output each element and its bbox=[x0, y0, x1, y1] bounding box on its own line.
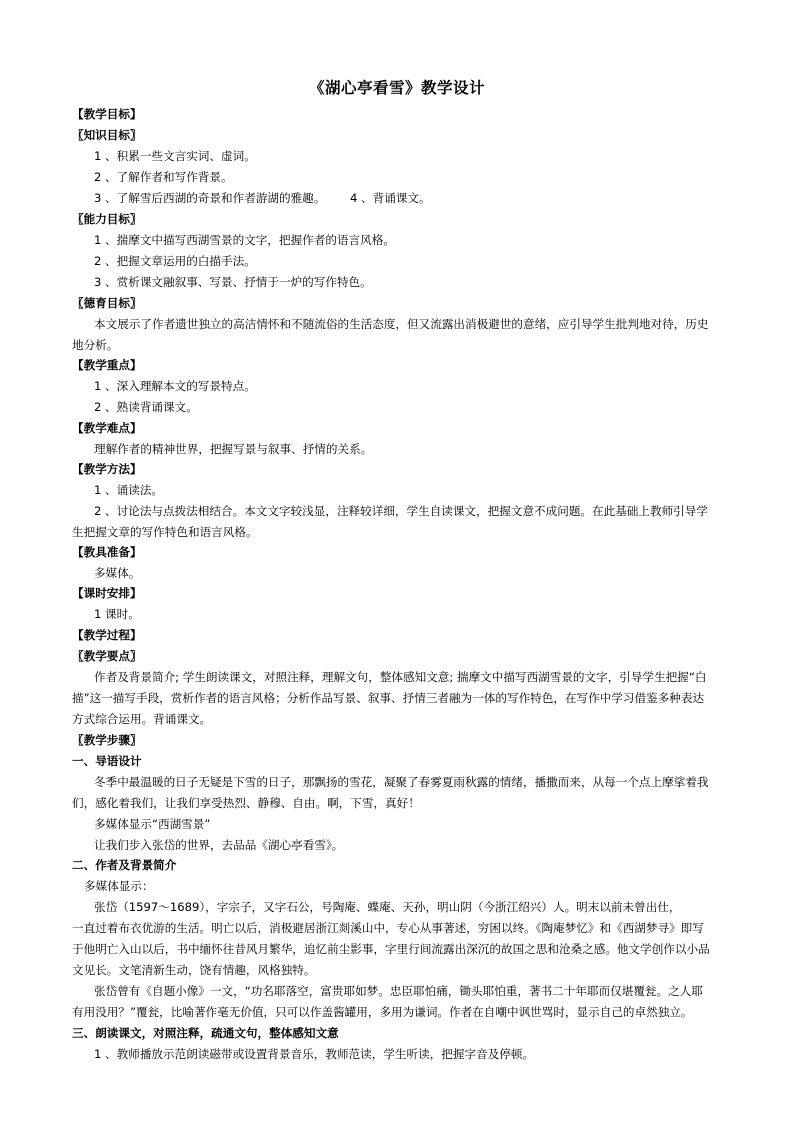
points-text-line-1: 作者及背景简介; 学生朗读课文，对照注释，理解文句，整体感知文意; 揣摩文中描写西湖雪景的文字，引导学生把握“白 bbox=[94, 670, 707, 684]
document-title: 《湖心亭看雪》教学设计 bbox=[308, 79, 485, 97]
heading-class-hours: 【课时安排】 bbox=[72, 586, 142, 600]
step-2-media-note: 多媒体显示： bbox=[84, 879, 154, 893]
step-2-para-1-line-1: 张岱（1597～1689），字宗子，又字石公，号陶庵、蝶庵、天孙，明山阴（今浙江绍兴）人。明末以前未曾出仕， bbox=[94, 900, 681, 914]
step-2-para-1-line-2: 一直过着布衣优游的生活。明亡以后，消极避居浙江剡溪山中，专心从事著述，穷困以终。《陶庵梦忆》和《西湖梦寻》即写 bbox=[72, 921, 704, 935]
key-item-2: 2 、熟读背诵课文。 bbox=[94, 400, 198, 414]
heading-key-points: 【教学重点】 bbox=[72, 358, 142, 372]
heading-methods: 【教学方法】 bbox=[72, 462, 142, 476]
key-item-1: 1 、深入理解本文的写景特点。 bbox=[94, 379, 256, 393]
step-1-media-note: 多媒体显示“西湖雪景” bbox=[94, 817, 211, 831]
heading-ability: 〖能力目标〗 bbox=[72, 212, 142, 226]
step-2-heading: 二、作者及背景简介 bbox=[72, 858, 177, 872]
heading-process: 【教学过程】 bbox=[72, 628, 142, 642]
ability-item-2: 2 、把握文章运用的白描手法。 bbox=[94, 254, 256, 268]
method-item-2-line-1: 2 、讨论法与点拨法相结合。本文文字较浅显，注释较详细，学生自读课文，把握文意不成问题。在此基础上教师引导学 bbox=[94, 504, 708, 518]
method-item-2-line-2: 生把握文章的写作特色和语言风格。 bbox=[72, 525, 258, 539]
step-1-closing: 让我们步入张岱的世界，去品品《湖心亭看雪》。 bbox=[94, 838, 344, 852]
ability-item-1: 1 、揣摩文中描写西湖雪景的文字，把握作者的语言风格。 bbox=[94, 233, 395, 247]
step-2-para-2-line-1: 张岱曾有《自题小像》一文，“功名耶落空，富贵耶如梦。忠臣耶怕痛，锄头耶怕重，著书二十年耶而仅堪覆瓮。之人耶 bbox=[94, 984, 703, 998]
method-item-1: 1 、诵读法。 bbox=[94, 483, 164, 497]
step-1-para-line-2: 们，感化着我们，让我们享受热烈、静穆、自由。啊，下雪，真好！ bbox=[72, 796, 420, 810]
heading-objectives: 【教学目标】 bbox=[72, 107, 142, 121]
moral-text-line-2: 地分析。 bbox=[72, 338, 119, 352]
moral-text-line-1: 本文展示了作者遗世独立的高洁情怀和不随流俗的生活态度，但又流露出消极避世的意绪，应引导学生批判地对待，历史 bbox=[94, 317, 709, 331]
ability-item-3: 3 、赏析课文融叙事、写景、抒情于一炉的写作特色。 bbox=[94, 275, 372, 289]
step-2-para-2-line-2: 有用没用？”覆瓮，比喻著作毫无价值，只可以作盖酱罐用，多用为谦词。作者在自嘲中讽世骂时，显示自己的卓然独立。 bbox=[72, 1005, 693, 1019]
points-text-line-2: 描”这一描写手段，赏析作者的语言风格；分析作品写景、叙事、抒情三者融为一体的写作特色，在写作中学习借鉴多种表达 bbox=[72, 691, 705, 705]
difficulty-text: 理解作者的精神世界，把握写景与叙事、抒情的关系。 bbox=[94, 442, 373, 456]
step-3-item-1: 1 、教师播放示范朗读磁带或设置背景音乐，教师范读，学生听读，把握字音及停顿。 bbox=[94, 1047, 535, 1061]
tools-text: 多媒体。 bbox=[94, 566, 141, 580]
step-2-para-1-line-4: 文见长。文笔清新生动，饶有情趣，风格独特。 bbox=[72, 963, 316, 977]
heading-steps: 〖教学步骤〗 bbox=[72, 733, 142, 747]
knowledge-item-2: 2 、了解作者和写作背景。 bbox=[94, 170, 233, 184]
knowledge-item-3: 3 、了解雪后西湖的奇景和作者游湖的雅趣。 bbox=[94, 191, 326, 205]
points-text-line-3: 方式综合运用。背诵课文。 bbox=[72, 712, 212, 726]
heading-teaching-points: 〖教学要点〗 bbox=[72, 649, 142, 663]
knowledge-item-4: 4 、背诵课文。 bbox=[350, 191, 431, 205]
knowledge-item-1: 1 、积累一些文言实词、虚词。 bbox=[94, 149, 256, 163]
heading-difficulties: 【教学难点】 bbox=[72, 421, 142, 435]
heading-knowledge: 〖知识目标〗 bbox=[72, 128, 142, 142]
step-1-heading: 一、导语设计 bbox=[72, 754, 142, 768]
heading-tools: 【教具准备】 bbox=[72, 545, 142, 559]
heading-moral: 〖德育目标〗 bbox=[72, 296, 142, 310]
step-1-para-line-1: 冬季中最温暖的日子无疑是下雪的日子，那飘扬的雪花，凝聚了春雾夏雨秋露的情绪，播撒而来，从每一个点上摩挲着我 bbox=[94, 775, 709, 789]
step-2-para-1-line-3: 于他明亡入山以后，书中缅怀往昔风月繁华，追忆前尘影事，字里行间流露出深沉的故国之思和沧桑之感。他文学创作以小品 bbox=[72, 942, 710, 956]
step-3-heading: 三、朗读课文，对照注释，疏通文句，整体感知文意 bbox=[72, 1026, 339, 1040]
class-hours-text: 1 课时。 bbox=[94, 607, 140, 621]
